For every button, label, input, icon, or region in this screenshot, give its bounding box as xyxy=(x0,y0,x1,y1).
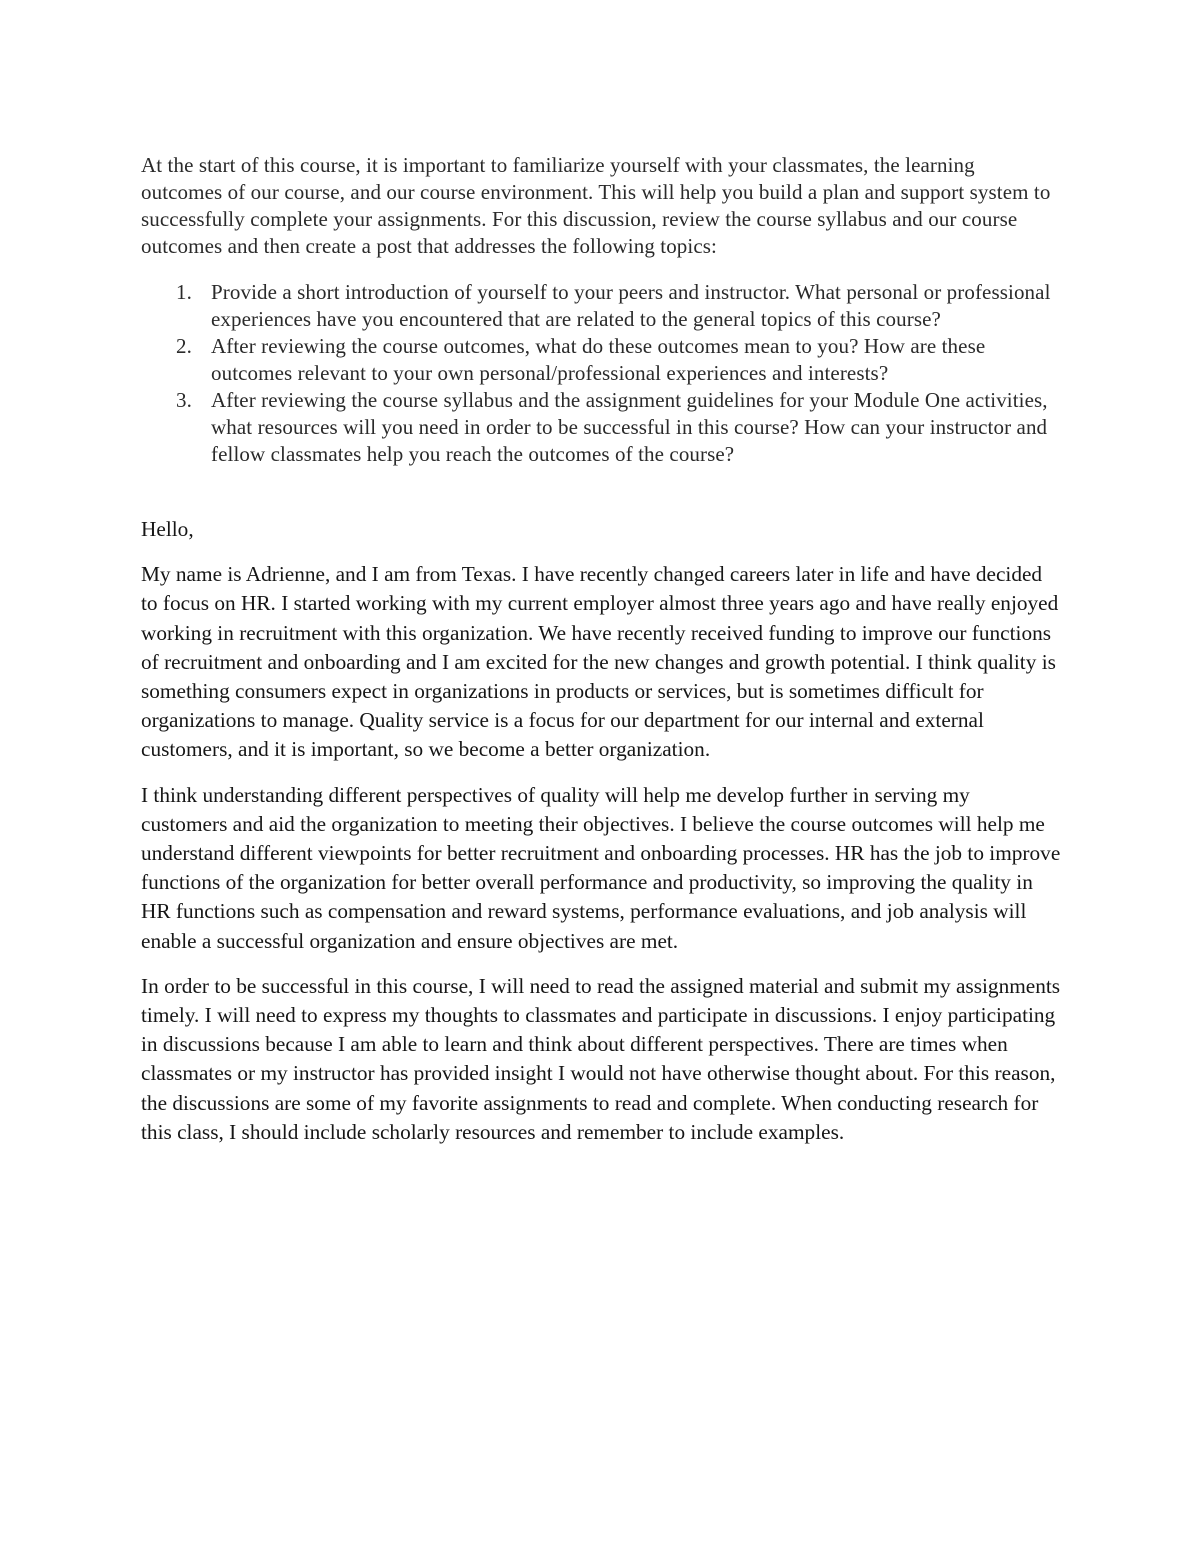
prompt-topic-number: 3. xyxy=(176,388,192,412)
prompt-topic-text: Provide a short introduction of yourself to your peers and instructor. What personal or professional experiences have you encountered that are related to the general topics of this course? xyxy=(211,280,1051,331)
prompt-topic-text: After reviewing the course syllabus and the assignment guidelines for your Module One activities, what resources will you need in order to be successful in this course? How can your instructor and fellow classmates help you reach the outcomes of the course? xyxy=(211,388,1048,466)
document-page xyxy=(141,152,1061,1163)
response-greeting: Hello, xyxy=(141,517,194,541)
discussion-response xyxy=(141,515,1061,1147)
response-paragraph-resources: In order to be successful in this course, I will need to read the assigned material and submit my assignments timely. I will need to express my thoughts to classmates and participate in discussions. I enjoy participating in discussions because I am able to learn and think about different perspectives. There are times when classmates or my instructor has provided insight I would not have otherwise thought about. For this reason, the discussions are some of my favorite assignments to read and complete. When conducting research for this class, I should include scholarly resources and remember to include examples. xyxy=(141,973,1061,1144)
prompt-topic-number: 2. xyxy=(176,334,192,358)
discussion-prompt xyxy=(141,152,1061,468)
prompt-topic-item xyxy=(141,279,1061,333)
prompt-topic-text: After reviewing the course outcomes, what do these outcomes mean to you? How are these outcomes relevant to your own personal/professional experiences and interests? xyxy=(211,334,986,385)
response-paragraph-outcomes: I think understanding different perspectives of quality will help me develop further in serving my customers and aid the organization to meeting their objectives. I believe the course outcomes will help me understand different viewpoints for better recruitment and onboarding processes. HR has the job to improve functions of the organization for better overall performance and productivity, so improving the quality in HR functions such as compensation and reward systems, performance evaluations, and job analysis will enable a successful organization and ensure objectives are met. xyxy=(141,782,1061,953)
prompt-topic-item xyxy=(141,333,1061,387)
response-paragraph-introduction: My name is Adrienne, and I am from Texas. I have recently changed careers later in life and have decided to focus on HR. I started working with my current employer almost three years ago and have really enjoyed working in recruitment with this organization. We have recently received funding to improve our functions of recruitment and onboarding and I am excited for the new changes and growth potential. I think quality is something consumers expect in organizations in products or services, but is sometimes difficult for organizations to manage. Quality service is a focus for our department for our internal and external customers, and it is important, so we become a better organization. xyxy=(141,562,1059,762)
prompt-intro: At the start of this course, it is important to familiarize yourself with your classmates, the learning outcomes of our course, and our course environment. This will help you build a plan and support system to successfully complete your assignments. For this discussion, review the course syllabus and our course outcomes and then create a post that addresses the following topics: xyxy=(141,153,1051,258)
prompt-topic-item xyxy=(141,387,1061,468)
prompt-topic-list xyxy=(141,279,1061,468)
prompt-topic-number: 1. xyxy=(176,280,192,304)
